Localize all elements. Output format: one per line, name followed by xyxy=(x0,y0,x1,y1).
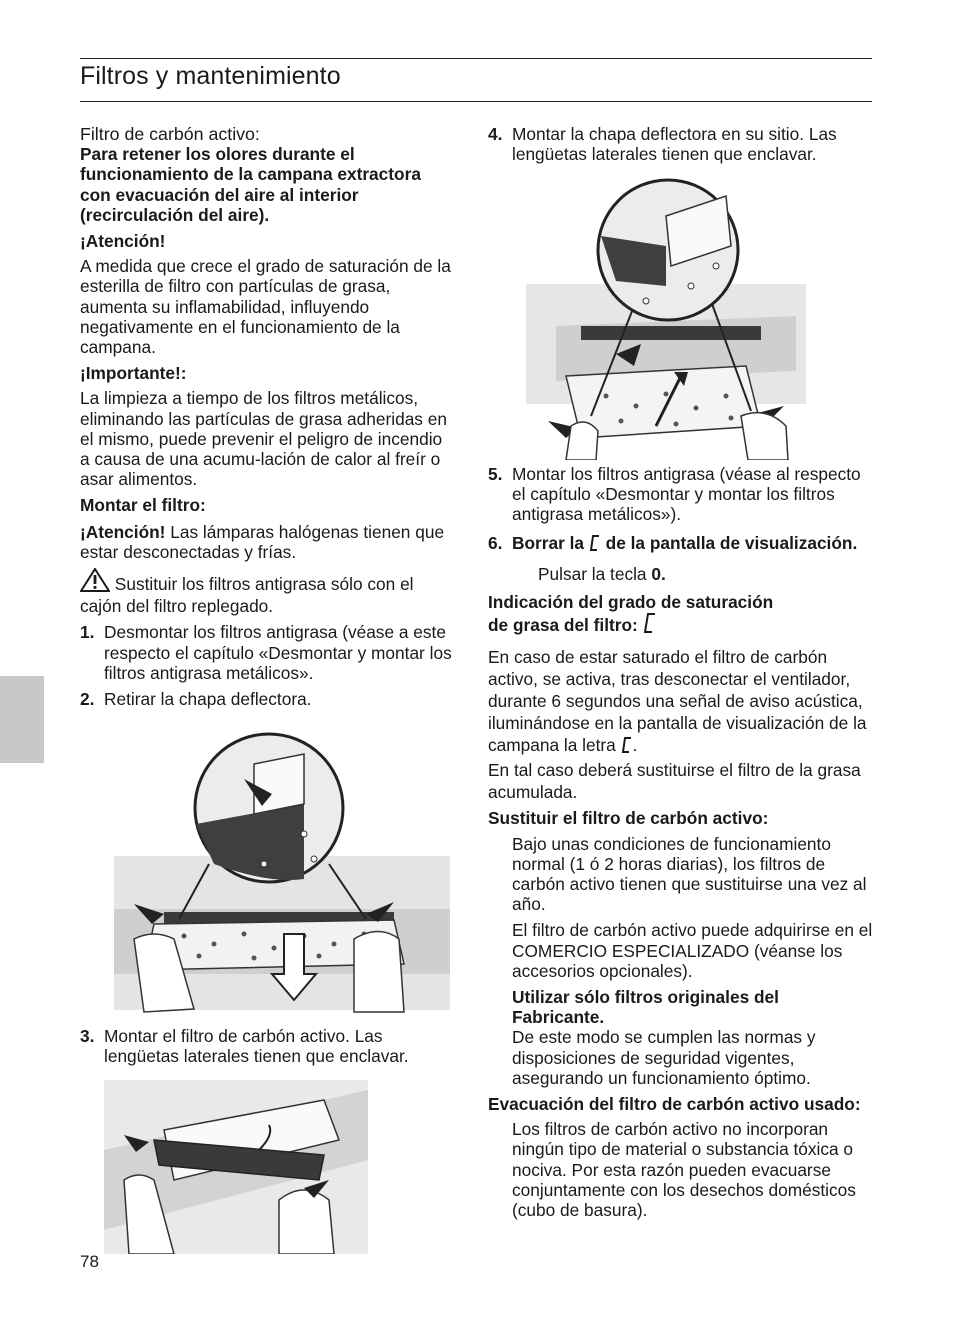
step-5-number: 5. xyxy=(488,464,503,484)
step-3-text: Montar el filtro de carbón activo. Las lengüetas laterales tienen que enclavar. xyxy=(104,1026,409,1067)
title-underline xyxy=(80,101,872,102)
evacuacion-heading: Evacuación del filtro de carbón activo usado: xyxy=(488,1094,861,1115)
left-column-lower xyxy=(80,1026,456,1066)
display-letter-c-icon xyxy=(589,534,601,556)
originales-bold: Utilizar sólo filtros originales del Fabricante. xyxy=(512,987,779,1028)
section-heading: Filtro de carbón activo: xyxy=(80,124,260,144)
sustituir-p1: Bajo unas condiciones de funcionamiento normal (1 ó 2 horas diarias), los filtros de carbón activo tienen que sustituirse una vez al año. xyxy=(512,833,867,915)
side-tab-marker xyxy=(0,676,44,763)
page-title: Filtros y mantenimiento xyxy=(80,62,341,90)
importante-label: ¡Importante!: xyxy=(80,363,187,384)
step-6-text-b: de la pantalla de visualización. xyxy=(600,532,858,553)
step-3 xyxy=(80,1026,456,1066)
step-5 xyxy=(488,464,874,525)
step-4-text: Montar la chapa deflectora en su sitio. Las lengüetas laterales tienen que enclavar. xyxy=(512,124,837,165)
step-3-number: 3. xyxy=(80,1026,95,1046)
step-2-text: Retirar la chapa deflectora. xyxy=(104,689,312,710)
evacuacion-text: Los filtros de carbón activo no incorporan ningún tipo de material o substancia tóxica o nociva. Por esta razón pueden evacuarse conjuntamente con los desechos domésticos (cubo de basura). xyxy=(512,1119,856,1221)
warning-text: Sustituir los filtros antigrasa sólo con el cajón del filtro replegado. xyxy=(80,574,414,617)
indicacion-text-c: En tal caso deberá sustituirse el filtro de la grasa acumulada. xyxy=(488,760,861,803)
display-letter-c-icon xyxy=(643,612,657,638)
figure-remove-deflector xyxy=(104,724,452,1014)
step-2 xyxy=(80,689,456,709)
step-1-number: 1. xyxy=(80,622,95,643)
pulsar-text: Pulsar la tecla xyxy=(538,563,652,584)
pulsar-key: 0. xyxy=(651,563,666,584)
step-4 xyxy=(488,124,872,164)
right-column-bottom xyxy=(488,464,874,1220)
step-6 xyxy=(488,533,874,556)
step-5-text: Montar los filtros antigrasa (véase al respecto el capítulo «Desmontar y montar los filtros antigrasa metálicos»). xyxy=(512,464,861,525)
montar-label: Montar el filtro: xyxy=(80,495,206,516)
right-column-top xyxy=(488,124,872,164)
figure-remount-deflector xyxy=(526,176,806,460)
atencion-text: A medida que crece el grado de saturación de la esterilla de filtro con partículas de grasa, aumenta su inflamabilidad, influyendo negativamente en el funcionamiento de la campana. xyxy=(80,256,451,358)
left-column xyxy=(80,124,456,709)
step-1-text: Desmontar los filtros antigrasa (véase a este respecto el capítulo «Desmontar y montar los filtros antigrasa metálicos». xyxy=(104,622,452,683)
step-4-number: 4. xyxy=(488,124,503,144)
sustituir-heading: Sustituir el filtro de carbón activo: xyxy=(488,808,769,829)
intro-bold: Para retener los olores durante el funcionamiento de la campana extractora con evacuación del aire al interior (recirculación del aire). xyxy=(80,144,421,225)
indicacion-heading xyxy=(488,592,788,638)
step-1 xyxy=(80,622,456,683)
atencion2-label: ¡Atención! xyxy=(80,521,166,542)
atencion2-paragraph xyxy=(80,522,456,562)
step-6-text-a: Borrar la xyxy=(512,532,589,553)
indicacion-text-a: En caso de estar saturado el filtro de carbón activo, se activa, tras desconectar el ventilador, durante 6 segundos una señal de aviso acústica, iluminándose en la pantalla de visualización de la campana la letra xyxy=(488,647,867,756)
page-number: 78 xyxy=(80,1252,99,1271)
warning-triangle-icon xyxy=(80,568,110,596)
step-6-number: 6. xyxy=(488,532,503,553)
indicacion-text xyxy=(488,646,874,803)
pulsar-line xyxy=(488,564,874,584)
sustituir-p2: El filtro de carbón activo puede adquirirse en el COMERCIO ESPECIALIZADO (véanse los accesorios opcionales). xyxy=(512,920,873,981)
figure-mount-carbon-filter xyxy=(104,1080,368,1254)
importante-text: La limpieza a tiempo de los filtros metálicos, eliminando las partículas de grasa adheridas en el mismo, puede prevenir el peligro de incendio a causa de una acumu-lación de calor al freír o asar alimentos. xyxy=(80,388,447,490)
indicacion-text-b: . xyxy=(632,735,638,756)
indicacion-heading-text: Indicación del grado de saturación de grasa del filtro: xyxy=(488,592,774,636)
originales-text: De este modo se cumplen las normas y disposiciones de seguridad vigentes, asegurando un funcionamiento óptimo. xyxy=(512,1027,816,1088)
atencion-label: ¡Atención! xyxy=(80,231,166,252)
display-letter-c-icon xyxy=(621,736,633,759)
warning-paragraph xyxy=(80,568,456,616)
top-rule xyxy=(80,58,872,59)
atencion2-text: Las lámparas halógenas tienen que estar desconectadas y frías. xyxy=(80,521,445,562)
step-2-number: 2. xyxy=(80,689,95,710)
